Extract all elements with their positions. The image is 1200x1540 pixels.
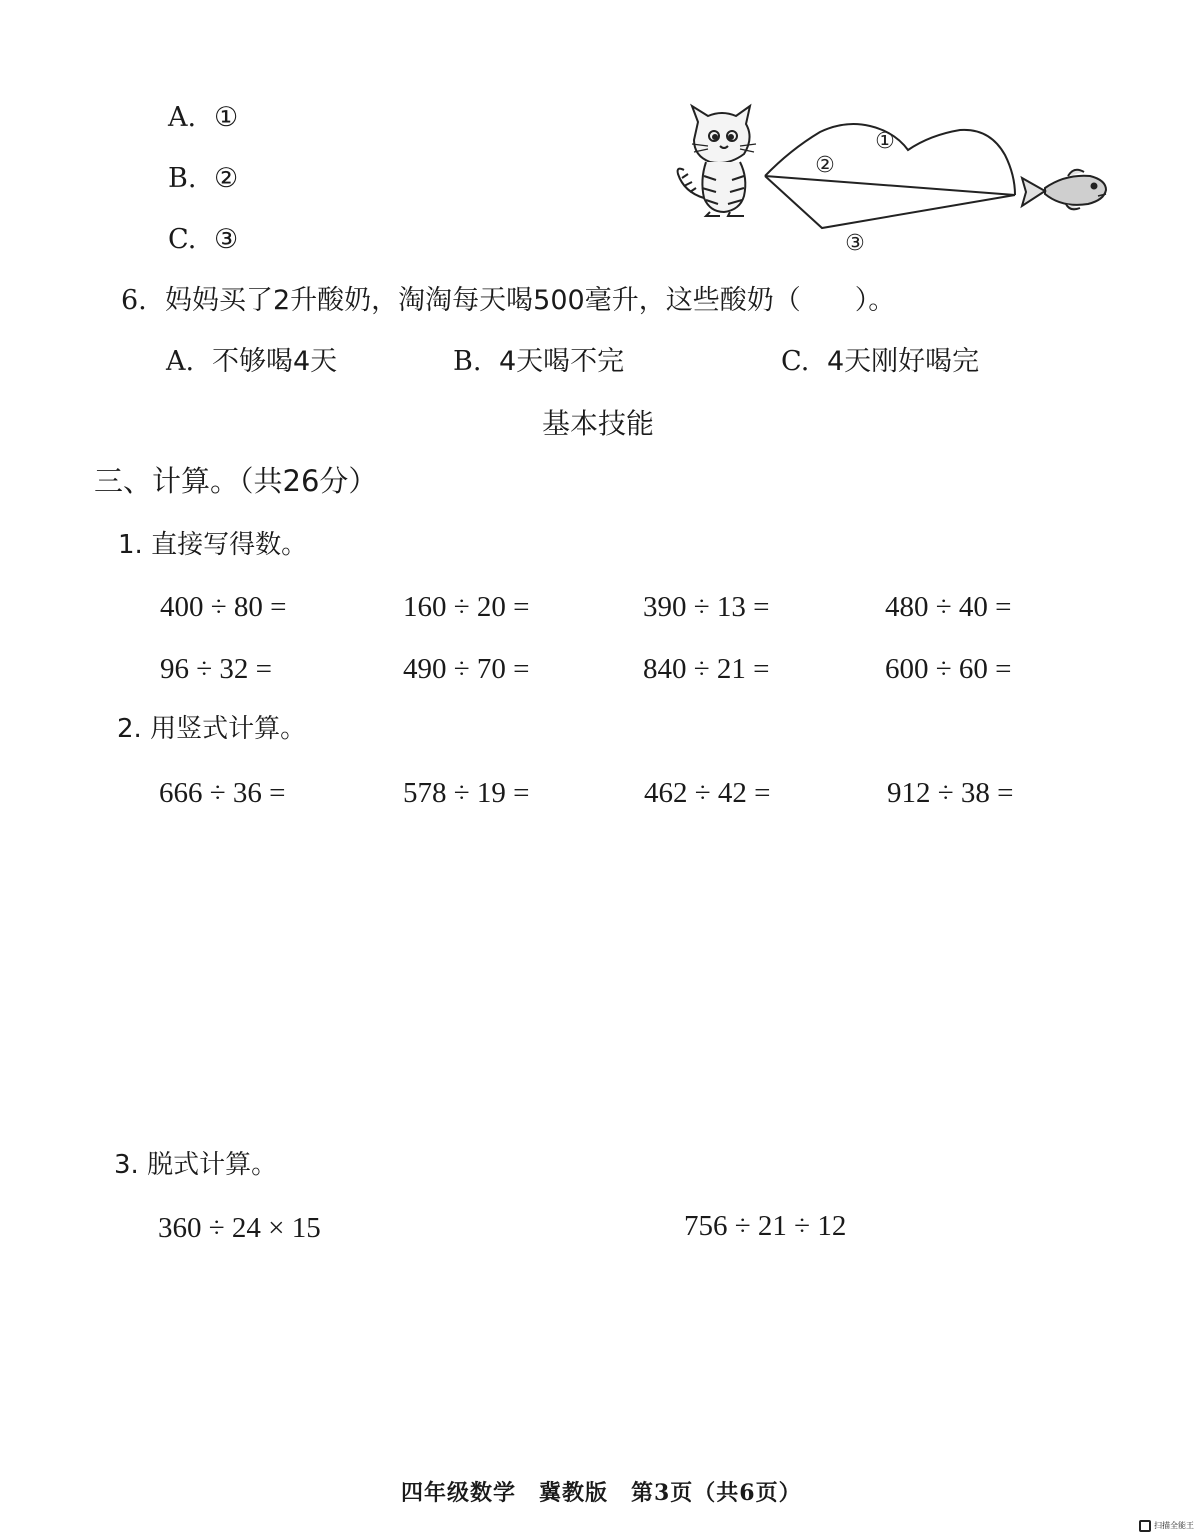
sub3-title: 3. 脱式计算。 [114,1150,278,1180]
option-letter: A. [168,102,197,133]
page-footer: 四年级数学 冀教版 第3页（共6页） [401,1480,802,1506]
scanner-logo-text: 扫描全能王 [1154,1521,1194,1530]
problem-1-8: 600 ÷ 60 = [885,653,1012,685]
sub2-title: 2. 用竖式计算。 [117,714,307,744]
option-text: ① [214,102,239,133]
problem-2-1: 666 ÷ 36 = [159,777,286,809]
path-label: ③ [845,231,865,256]
problem-1-2: 160 ÷ 20 = [403,591,530,623]
cat-illustration [678,106,756,216]
option-text: 4天喝不完 [499,346,625,377]
q5-option-a [168,104,238,131]
option-letter: C. [168,224,197,255]
option-text: ② [214,163,239,194]
problem-1-3: 390 ÷ 13 = [643,591,770,623]
path-label: ① [875,129,895,154]
option-letter: B. [453,346,482,377]
section-title: 基本技能 [542,407,655,440]
problem-2-4: 912 ÷ 38 = [887,777,1014,809]
q6-number: 6. [121,285,147,316]
problem-1-5: 96 ÷ 32 = [160,653,273,685]
q5-option-b [168,165,238,192]
path-2-line [765,176,1015,195]
option-letter: A. [166,346,195,377]
part3-heading: 三、计算。（共26分） [94,464,378,498]
scanner-logo [1139,1520,1194,1532]
q5-path-figure [670,100,1120,265]
fish-illustration [1022,170,1106,210]
path-3-line [765,176,1015,228]
scanner-logo-icon [1139,1520,1151,1532]
problem-3-1: 360 ÷ 24 × 15 [158,1212,321,1244]
problem-2-3: 462 ÷ 42 = [644,777,771,809]
q6-option-b [453,348,624,375]
q6-option-c [781,348,979,375]
problem-3-2: 756 ÷ 21 ÷ 12 [684,1210,847,1242]
problem-1-7: 840 ÷ 21 = [643,653,770,685]
problem-2-2: 578 ÷ 19 = [403,777,530,809]
option-letter: C. [781,346,810,377]
path-label: ② [815,153,835,178]
problem-1-4: 480 ÷ 40 = [885,591,1012,623]
q6-text: 妈妈买了2升酸奶，淘淘每天喝500毫升，这些酸奶（ ）。 [165,285,896,316]
option-text: 4天刚好喝完 [827,346,980,377]
problem-1-6: 490 ÷ 70 = [403,653,530,685]
option-letter: B. [168,163,197,194]
option-text: 不够喝4天 [212,346,338,377]
q6-option-a [166,348,337,375]
sub1-title: 1. 直接写得数。 [118,530,308,560]
q5-option-c [168,226,238,253]
problem-1-1: 400 ÷ 80 = [160,591,287,623]
option-text: ③ [214,224,239,255]
